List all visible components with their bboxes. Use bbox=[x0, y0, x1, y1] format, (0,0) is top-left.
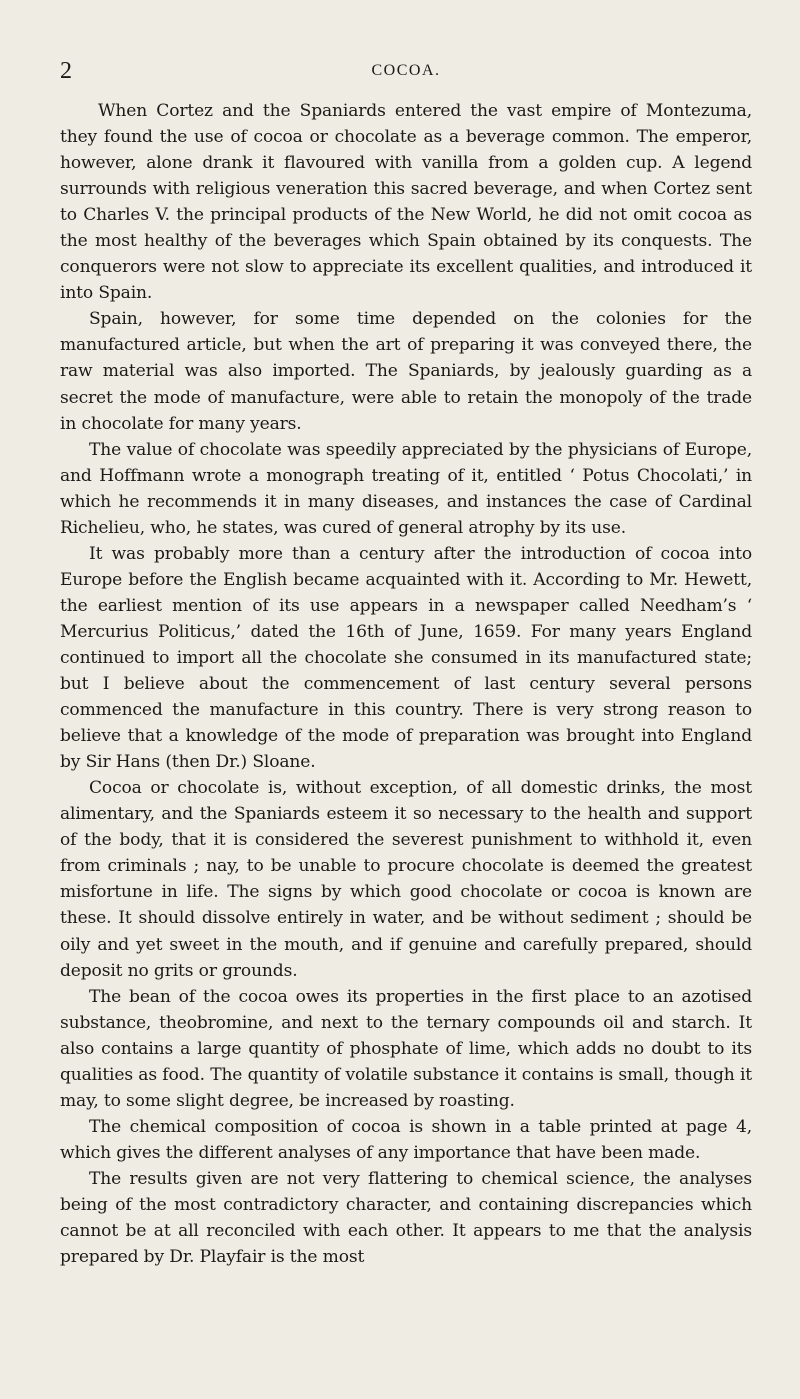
paragraph-chemical-composition: The chemical composition of cocoa is shown in a table printed at page 4, which gives the different analyses of any importance that have been made. bbox=[60, 1116, 752, 1163]
paragraph-england: It was probably more than a century after the introduction of cocoa into Europe before the English became acquainted with it. According to Mr. Hewett, the earliest mention of its use appears in a newspaper called Needham’s ‘ Mercurius Politicus,’ dated the 16th of June, 1659. For many years England continued to import all the chocolate she consumed in its manufactured state; but I believe about the commencement of last century several persons commenced the manufacture in this country. There is very strong reason to believe that a knowledge of the mode of preparation was brought into England by Sir Hans (then Dr.) Sloane. bbox=[60, 543, 752, 773]
paragraph-analyses: The results given are not very flattering to chemical science, the analyses being of the most contradictory character, and containing discrepancies which cannot be at all reconciled with each other. It appears to me that the analysis prepared by Dr. Playfair is the most bbox=[60, 1168, 752, 1268]
body-text bbox=[60, 98, 752, 1270]
section-title: COCOA. bbox=[371, 62, 441, 79]
paragraph-physicians: The value of chocolate was speedily appreciated by the physicians of Europe, and Hoffmann wrote a monograph treating of it, entitled ‘ Potus Chocolati,’ in which he recommends it in many diseases, and instances the case of Cardinal Richelieu, who, he states, was cured of general atrophy by its use. bbox=[60, 439, 752, 538]
running-head bbox=[60, 0, 752, 98]
paragraph-spain-monopoly: Spain, however, for some time depended on the colonies for the manufactured article, but when the art of preparing it was conveyed there, the raw material was also imported. The Spaniards, by jealously guarding as a secret the mode of manufacture, were able to retain the monopoly of the trade in chocolate for many years. bbox=[60, 309, 752, 434]
paragraph-theobromine: The bean of the cocoa owes its properties in the first place to an azotised substance, theobromine, and next to the ternary compounds oil and starch. It also contains a large quantity of phosphate of lime, which adds no doubt to its qualities as food. The quantity of volatile substance it contains is small, though it may, to some slight degree, be increased by roasting. bbox=[60, 986, 752, 1111]
paragraph-alimentary: Cocoa or chocolate is, without exception, of all domestic drinks, the most alimentary, and the Spaniards esteem it so necessary to the health and support of the body, that it is considered the severest punishment to withhold it, even from criminals ; nay, to be unable to procure chocolate is deemed the greatest misfortune in life. The signs by which good chocolate or cocoa is known are these. It should dissolve entirely in water, and be without sediment ; should be oily and yet sweet in the mouth, and if genuine and carefully prepared, should deposit no grits or grounds. bbox=[60, 778, 752, 981]
page-number: 2 bbox=[60, 58, 72, 84]
paragraph-cortez: When Cortez and the Spaniards entered the vast empire of Montezuma, they found the use of cocoa or chocolate as a beverage common. The emperor, however, alone drank it flavoured with vanilla from a golden cup. A legend surrounds with religious veneration this sacred beverage, and when Cortez sent to Charles V. the principal products of the New World, he did not omit cocoa as the most healthy of the beverages which Spain obtained by its conquests. The conquerors were not slow to appreciate its excellent qualities, and introduced it into Spain. bbox=[60, 101, 752, 304]
